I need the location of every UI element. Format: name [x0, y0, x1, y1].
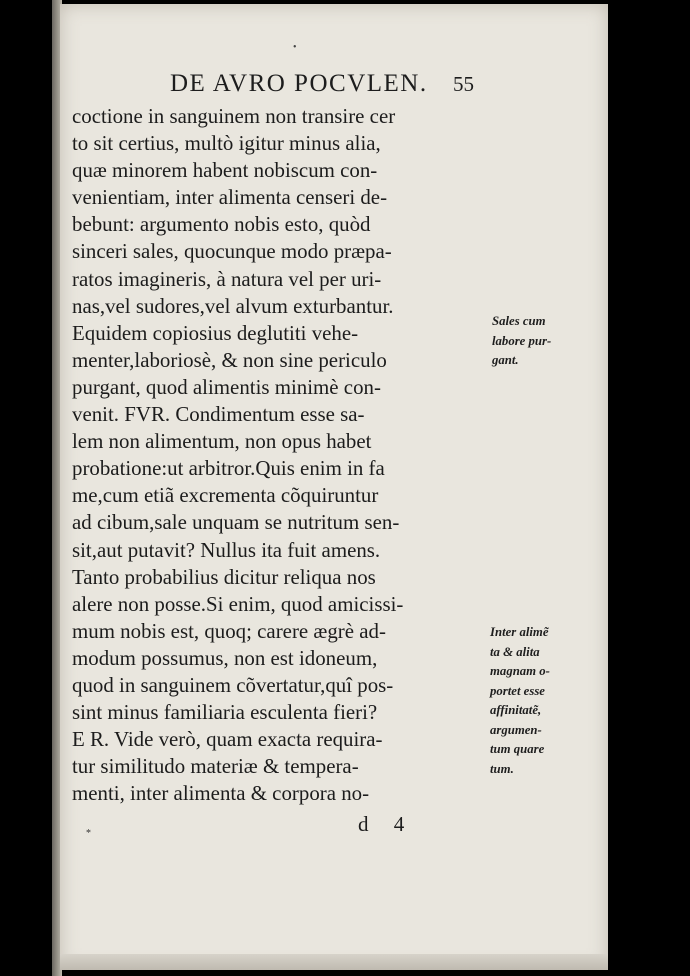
text-line: ad cibum,sale unquam se nutritum sen- [72, 510, 400, 535]
text-line: menter,laboriosè, & non sine periculo [72, 347, 387, 372]
text-line: venientiam, inter alimenta censeri de- [72, 185, 388, 210]
text-line: probatione:ut arbitror.Quis enim in fa [72, 456, 385, 481]
text-line: quod in sanguinem cõvertatur,quî pos- [72, 672, 394, 697]
text-line: Equidem copiosius deglutiti vehe- [72, 320, 359, 345]
margin-note-line: Inter alimẽ [490, 624, 549, 639]
corner-mark: * [86, 828, 91, 839]
text-line: menti, inter alimenta & corpora no- [72, 781, 370, 806]
margin-note-line: portet esse [490, 682, 545, 698]
margin-note-line: argumen- [490, 721, 542, 737]
margin-note-line: ta & alita [490, 643, 540, 659]
text-line: tur similitudo materiæ & tempera- [72, 754, 359, 779]
running-head: DE AVRO POCVLEN. [170, 70, 428, 97]
margin-note-sales [492, 311, 602, 370]
text-line: coctione in sanguinem non transire cer [72, 104, 396, 128]
margin-note-line: gant. [492, 352, 519, 367]
body-text [72, 103, 492, 807]
text-line: lem non alimentum, non opus habet [72, 429, 372, 454]
page-number: 55 [453, 72, 474, 96]
text-line: quæ minorem habent nobiscum con- [72, 158, 378, 183]
margin-note-line: Sales cum [492, 313, 546, 328]
text-line: ratos imagineris, à natura vel per uri- [72, 266, 382, 291]
text-line: purgant, quod alimentis minimè con- [72, 374, 381, 399]
signature-mark: d 4 [358, 812, 415, 836]
text-line: bebunt: argumento nobis esto, quòd [72, 212, 371, 237]
margin-note-line: labore pur- [492, 332, 552, 348]
text-line: to sit certius, multò igitur minus alia, [72, 131, 381, 156]
margin-note-line: magnam o- [490, 663, 550, 678]
text-line: me,cum etiã excrementa cõquiruntur [72, 483, 379, 508]
ornament-mark: • [293, 42, 297, 53]
text-line: modum possumus, non est idoneum, [72, 645, 378, 670]
book-page [60, 4, 608, 970]
text-line: sit,aut putavit? Nullus ita fuit amens. [72, 537, 381, 562]
text-line: alere non posse.Si enim, quod amicissi- [72, 591, 404, 616]
text-line: E R. Vide verò, quam exacta requira- [72, 727, 383, 752]
text-line: Tanto probabilius dicitur reliqua nos [72, 564, 376, 589]
margin-note-line: tum quare [490, 741, 545, 756]
margin-note-line: tum. [490, 760, 514, 776]
margin-note-alimenta [490, 622, 600, 778]
text-line: sint minus familiaria esculenta fieri? [72, 700, 378, 725]
text-line: nas,vel sudores,vel alvum exturbantur. [72, 293, 394, 318]
text-line: venit. FVR. Condimentum esse sa- [72, 402, 365, 427]
text-line: mum nobis est, quoq; carere ægrè ad- [72, 618, 386, 643]
margin-note-line: affinitatẽ, [490, 702, 542, 717]
text-line: sinceri sales, quocunque modo præpa- [72, 239, 392, 264]
